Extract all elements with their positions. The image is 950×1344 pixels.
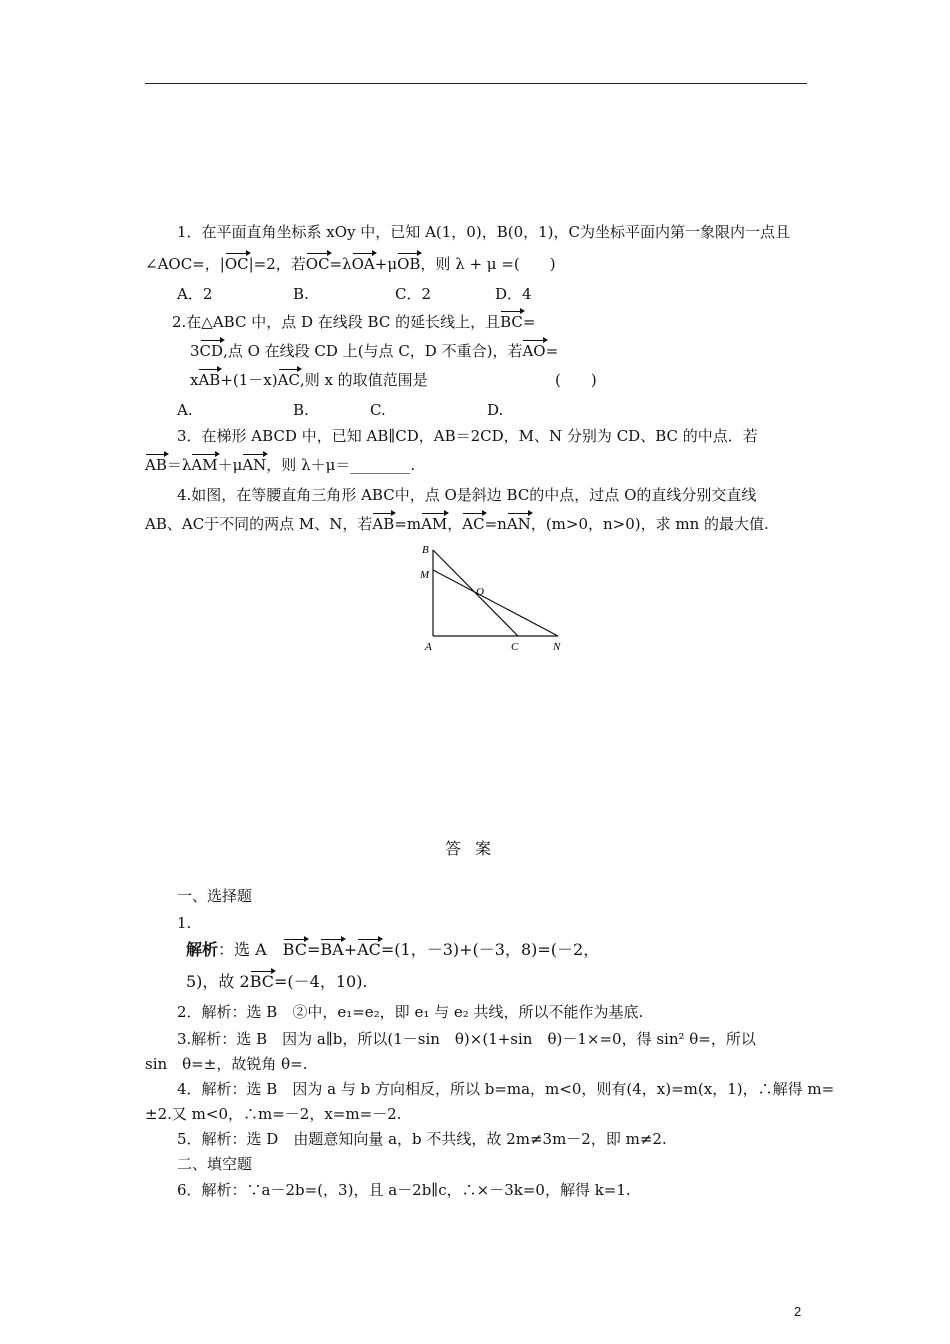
q2-text: ,则 x 的取值范围是 — [299, 371, 428, 389]
vector-cd: CD — [199, 342, 224, 360]
vector-ao: AO — [522, 342, 546, 360]
q4-text: ，(m>0，n>0)，求 mn 的最大值. — [530, 515, 769, 533]
page-number: 2 — [794, 1304, 802, 1319]
q1-text: ，则 λ + μ =( ) — [420, 255, 556, 273]
vector-ac: AC — [462, 515, 485, 533]
q2-option-b: B. — [293, 401, 309, 419]
q1-text: +μ — [374, 255, 398, 273]
answer-1-number: 1. — [177, 914, 192, 932]
q1-text: |=2，若 — [248, 255, 306, 273]
q3-text: ＋μ — [217, 456, 243, 474]
q3-text: ，则 λ＋μ＝________. — [266, 456, 416, 474]
q2-text: = — [522, 313, 536, 331]
q2-text: 2.在△ABC 中，点 D 在线段 BC 的延长线上，且 — [172, 313, 501, 331]
q4-text: =n — [484, 515, 507, 533]
vector-bc: BC — [282, 940, 307, 959]
q1-line1: 1．在平面直角坐标系 xOy 中，已知 A(1，0)，B(0，1)，C为坐标平面内第一象限内一点且 — [177, 223, 790, 241]
q2-option-c: C. — [370, 401, 386, 419]
answer-6: 6．解析：∵a－2b=(，3)，且 a－2b∥c，∴×－3k=0，解得 k=1. — [177, 1181, 631, 1199]
answer-1-text: =(－4，10). — [274, 972, 368, 991]
answer-4-line1: 4．解析：选 B 因为 a 与 b 方向相反，所以 b=ma，m<0，则有(4，x)=m(x，1)，∴解得 m= — [177, 1080, 835, 1098]
answer-1-line1 — [186, 940, 599, 960]
vector-ab: AB — [198, 371, 221, 389]
q3-text: ＝λ — [166, 456, 192, 474]
vector-ac: AC — [357, 940, 381, 959]
q2-text: = — [545, 342, 559, 360]
q1-option-c: C．2 — [395, 285, 432, 303]
q4-line1: 4.如图，在等腰直角三角形 ABC中，点 O是斜边 BC的中点，过点 O的直线分别交直线 — [177, 486, 757, 504]
q2-line2 — [190, 341, 558, 361]
label-n: N — [553, 641, 561, 653]
q1-option-a: A．2 — [177, 285, 213, 303]
vector-am: AM — [421, 515, 448, 533]
section-multiple-choice: 一、选择题 — [177, 887, 253, 905]
header-rule — [145, 83, 807, 84]
triangle-figure — [410, 540, 580, 660]
vector-oa: OA — [351, 255, 375, 273]
q4-line2 — [145, 514, 769, 534]
answer-4-line2: ±2.又 m<0，∴m=－2，x=m=－2. — [145, 1105, 402, 1123]
label-o: O — [476, 586, 484, 598]
answer-1-text: = — [306, 940, 321, 959]
label-c: C — [511, 641, 519, 653]
section-fill-in: 二、填空题 — [177, 1155, 253, 1173]
vector-ab: AB — [372, 515, 395, 533]
q1-text: ∠AOC=，| — [145, 255, 225, 273]
answer-5: 5．解析：选 D 由题意知向量 a，b 不共线，故 2m≠3m－2，即 m≠2. — [177, 1130, 667, 1148]
vector-ab: AB — [145, 456, 167, 474]
label-b: B — [422, 544, 429, 556]
answer-1-text: + — [343, 940, 358, 959]
line-mn — [433, 570, 558, 636]
q4-text: AB、AC于不同的两点 M、N，若 — [145, 515, 373, 533]
vector-bc: BC — [500, 313, 523, 331]
answer-3-line1: 3.解析：选 B 因为 a∥b，所以(1－sin θ)×(1+sin θ)－1×=0，得 sin² θ=，所以 — [177, 1030, 756, 1048]
answer-1-text: ：选 A — [218, 940, 283, 959]
answer-1-label: 解析 — [186, 940, 219, 959]
vector-an: AN — [506, 515, 531, 533]
answer-1-text: =(1，－3)+(－3，8)=(－2， — [380, 940, 600, 959]
answer-2: 2．解析：选 B ②中，e₁=e₂，即 e₁ 与 e₂ 共线，所以不能作为基底. — [177, 1003, 644, 1021]
q2-option-a: A. — [177, 401, 193, 419]
q1-option-d: D．4 — [495, 285, 532, 303]
vector-an: AN — [242, 456, 267, 474]
q1-line2 — [145, 254, 556, 274]
q2-text: +(1－x) — [220, 371, 278, 389]
vector-oc: OC — [305, 255, 330, 273]
vector-bc: BC — [249, 972, 274, 991]
q2-text: x — [190, 371, 199, 389]
answers-title: 答案 — [444, 839, 505, 858]
q1-text: =λ — [329, 255, 352, 273]
q3-line2 — [145, 455, 415, 475]
q2-answer-paren: ( ) — [555, 371, 597, 389]
vector-ac: AC — [277, 371, 300, 389]
q2-line1 — [172, 312, 535, 332]
vector-am: AM — [191, 456, 218, 474]
vector-ba: BA — [320, 940, 344, 959]
q2-line3 — [190, 370, 428, 390]
vector-ob: OB — [397, 255, 421, 273]
q1-option-b: B. — [293, 285, 309, 303]
vector-oc: OC — [224, 255, 249, 273]
q2-option-d: D. — [487, 401, 504, 419]
q4-text: =m — [394, 515, 422, 533]
label-m: M — [420, 569, 430, 581]
answer-1-text: 5)，故 2 — [186, 972, 250, 991]
q2-text: ,点 O 在线段 CD 上(与点 C，D 不重合)，若 — [223, 342, 523, 360]
answer-3-line2: sin θ=±，故锐角 θ=. — [145, 1055, 308, 1073]
q4-text: ， — [447, 515, 463, 533]
label-a: A — [425, 641, 432, 653]
answer-1-line2 — [186, 972, 368, 992]
q2-text: 3 — [190, 342, 200, 360]
q3-line1: 3．在梯形 ABCD 中，已知 AB∥CD，AB＝2CD，M、N 分别为 CD、BC 的中点．若 — [177, 427, 758, 445]
